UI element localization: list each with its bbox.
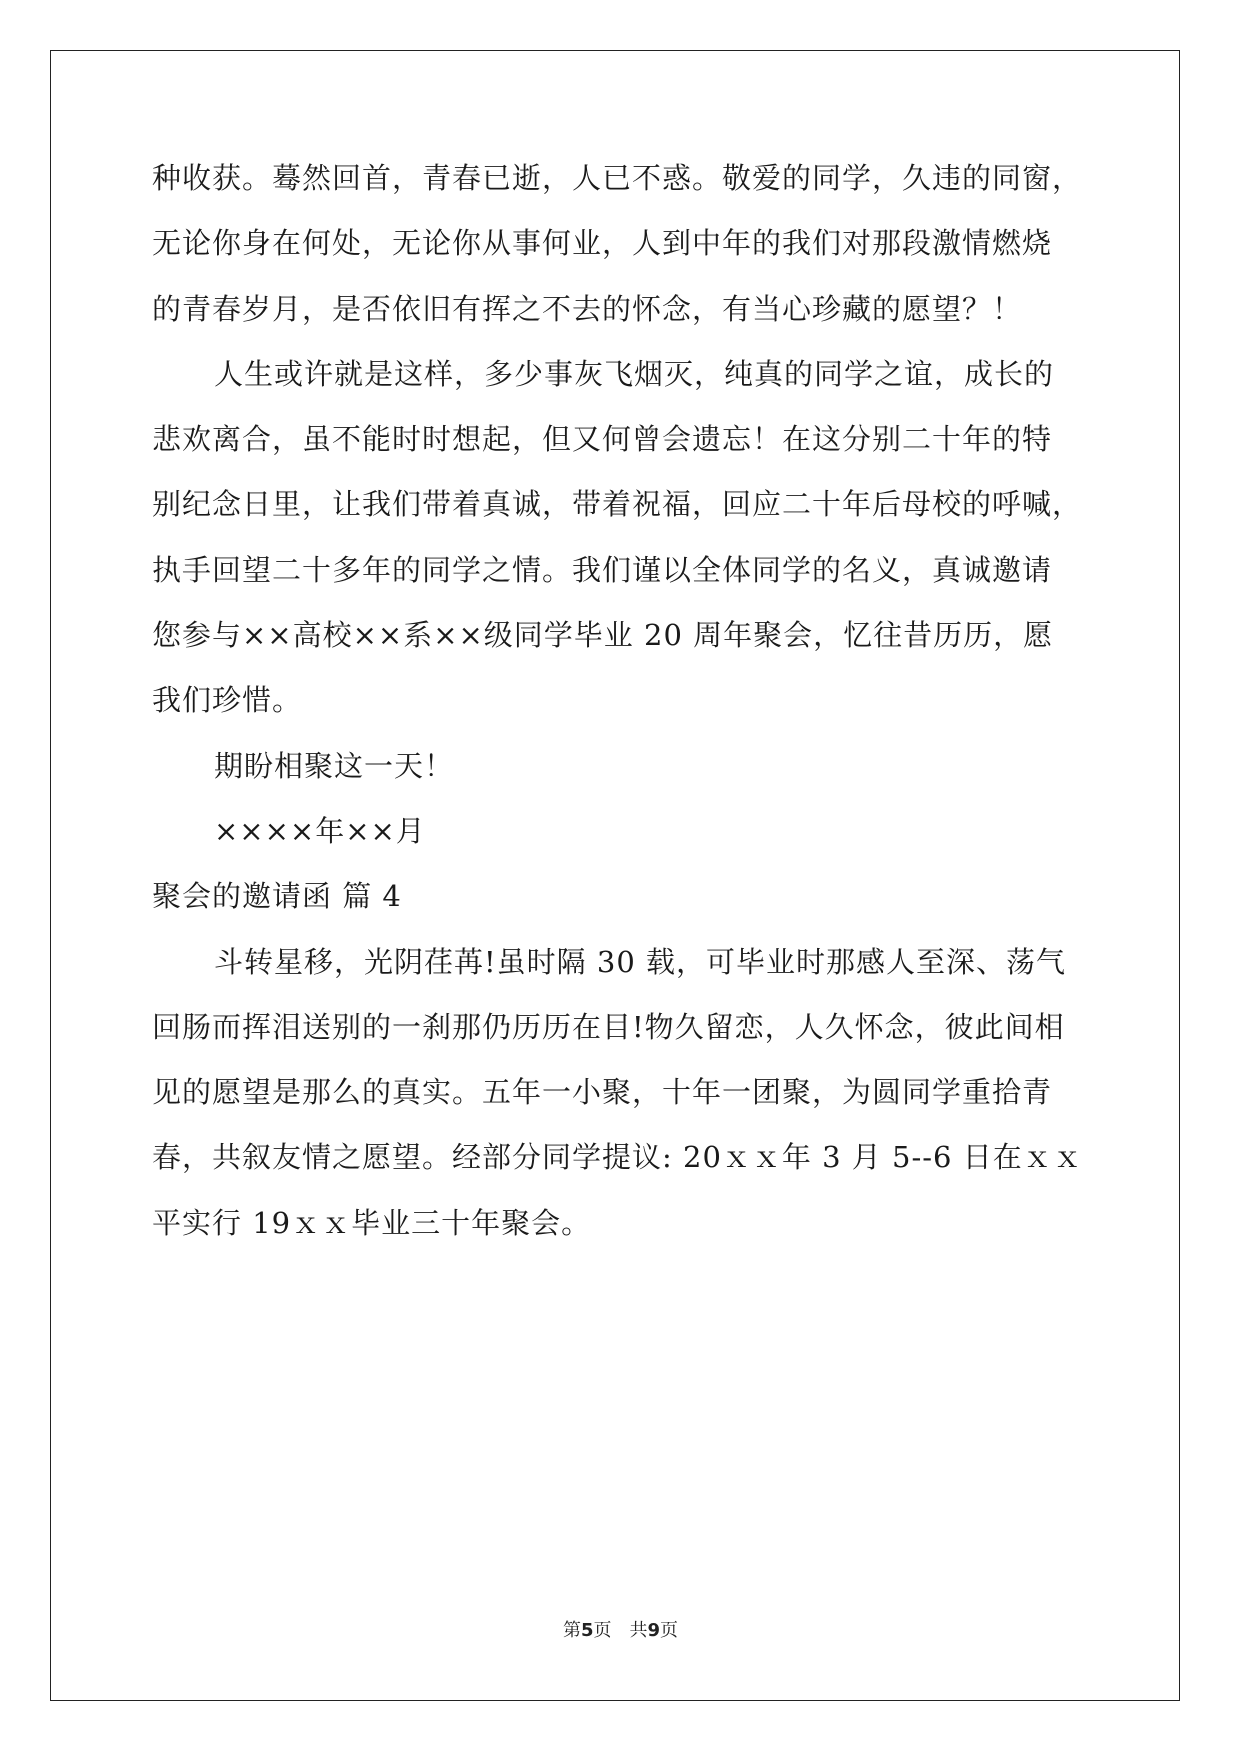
footer-prefix: 第 — [562, 1620, 581, 1641]
footer-middle: 页 共 — [593, 1620, 648, 1641]
page-footer — [0, 1616, 1241, 1642]
paragraph-line: 种收获。蓦然回首，青春已逝，人已不惑。敬爱的同学，久违的同窗， — [152, 161, 1083, 195]
closing-line: 期盼相聚这一天！ — [214, 748, 455, 783]
paragraph-line: 春，共叙友情之愿望。经部分同学提议: 20ｘｘ年 3 月 5--6 日在ｘｘ — [152, 1140, 1083, 1175]
paragraph-line: 您参与××高校××系××级同学毕业 20 周年聚会，忆往昔历历，愿 — [152, 618, 1054, 653]
paragraph-line: 我们珍惜。 — [152, 683, 303, 718]
paragraph-line: 平实行 19ｘｘ毕业三十年聚会。 — [152, 1205, 592, 1240]
paragraph-line: 悲欢离合，虽不能时时想起，但又何曾会遗忘！在这分别二十年的特 — [152, 422, 1053, 457]
current-page-number: 5 — [580, 1620, 594, 1641]
total-pages-number: 9 — [647, 1620, 661, 1641]
section-heading: 聚会的邀请函 篇 4 — [152, 879, 402, 914]
paragraph-line: 见的愿望是那么的真实。五年一小聚，十年一团聚，为圆同学重拾青 — [152, 1075, 1053, 1110]
paragraph-line: 执手回望二十多年的同学之情。我们谨以全体同学的名义，真诚邀请 — [152, 552, 1053, 587]
paragraph-line: 无论你身在何处，无论你从事何业，人到中年的我们对那段激情燃烧 — [152, 226, 1053, 261]
date-line: ××××年××月 — [214, 813, 426, 848]
paragraph-line: 的青春岁月，是否依旧有挥之不去的怀念，有当心珍藏的愿望？！ — [152, 291, 1023, 326]
document-body — [152, 158, 1082, 1268]
paragraph-line: 人生或许就是这样，多少事灰飞烟灭，纯真的同学之谊，成长的 — [214, 356, 1055, 391]
paragraph-line: 别纪念日里，让我们带着真诚，带着祝福，回应二十年后母校的呼喊， — [152, 487, 1083, 522]
footer-suffix: 页 — [660, 1620, 679, 1641]
paragraph-line: 回肠而挥泪送别的一刹那仍历历在目!物久留恋，人久怀念，彼此间相 — [152, 1009, 1065, 1044]
paragraph-line: 斗转星移，光阴荏苒!虽时隔 30 载，可毕业时那感人至深、荡气 — [214, 944, 1066, 979]
